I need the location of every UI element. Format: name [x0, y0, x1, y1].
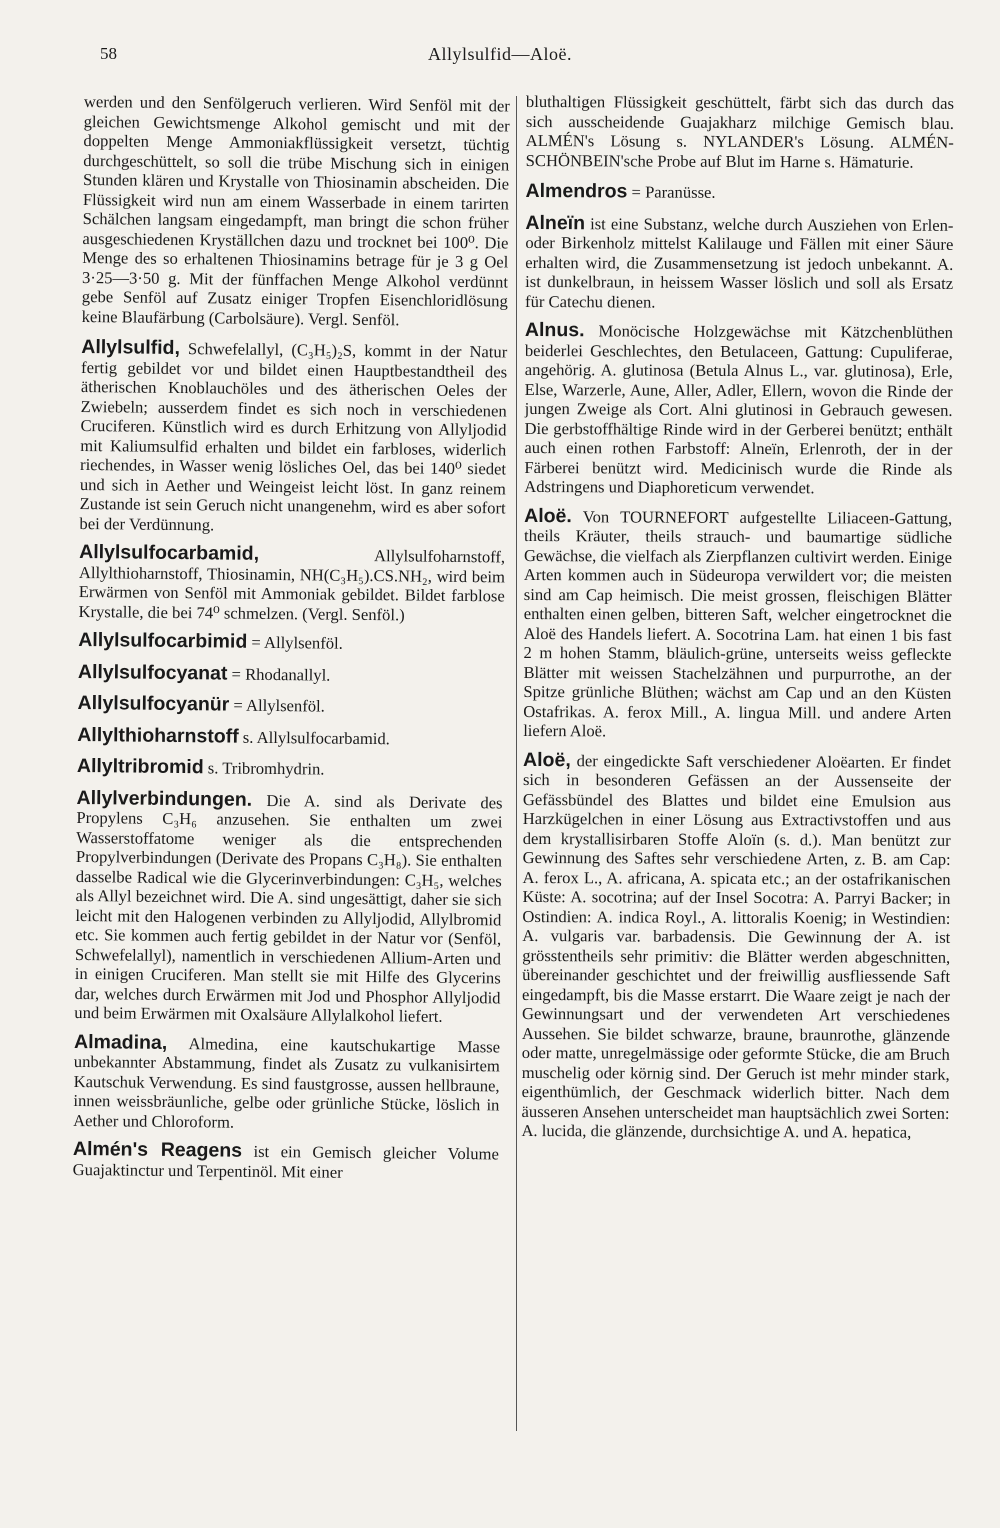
column-divider — [516, 96, 517, 1431]
entry-text: = Rhodanallyl. — [231, 664, 331, 685]
right-column — [520, 92, 954, 1494]
entry-almendros — [525, 179, 954, 203]
entry-text: der eingedickte Saft verschiedener Aloëarten. Er findet sich in besonderen Gefässen an der Aussenseite der Gefässbündel des Blattes und bildet eine Emulsion aus Harzkügelchen in einer Lösung aus Extractivstoffen und aus dem krystallisirbaren Stoffe Aloïn (s. d.). Man benützt zur Gewinnung des Saftes sehr verschiedene Arten, z. B. am Cap: A. ferox L., A. africana, A. spicata etc.; an der ostafrikanischen Küste: A. socotrina; auf der Insel Socotra: A. Parryi Backer; in Ostindien: A. indica Royl., A. littoralis Koenig; in Westindien: A. vulgaris var. barbadensis. Die Gewinnung der A. ist grösstentheils sehr primitiv: die Blätter werden abgeschnitten, übereinander geschichtet und der freiwillig ausfliessende Saft eingedampft, bis die Masse erstarrt. Die Waare zeigt je nach der Gewinnungsart und der verwendeten Art verschiedenes Aussehen. Sie bildet schwarze, braune, braunrothe, glänzende oder matte, unregelmässige oder geformte Stücke, die am Bruch muschelig oder körnig sind. Der Geruch ist mehr minder stark, eigenthümlich, der Geschmack widerlich bitter. Nach dem äusseren Ansehen unterscheidet man hauptsächlich zwei Sorten: A. lucida, die glänzende, durchsichtige A. und A. hepatica, — [521, 750, 952, 1142]
entry-headword: Allylsulfocarbimid — [78, 628, 248, 653]
entry-text: s. Allylsulfocarbamid. — [242, 727, 390, 748]
entry-allyltribromid — [76, 754, 503, 781]
entry-aloe-genus — [523, 506, 952, 742]
entry-allylsulfocyanat — [78, 662, 504, 686]
entry-headword: Allylsulfocyanür — [77, 691, 230, 716]
entry-text: = Paranüsse. — [631, 182, 716, 202]
entry-allylthioharnstoff — [77, 725, 503, 749]
entry-text: Monöcische Holzgewächse mit Kätzchenblüthen beiderlei Geschlechtes, den Betulaceen, Gattung: Cupuliferae, angehörig. A. glutinosa (Betula Alnus L., var. glutinosa), Erle, Else, Warzerle, Aune, Aller, Adler, Ellern, wovon die Rinde der jungen Zweige als Cort. Alni glutinosi in Gebrauch gewesen. Die gerbstoffhältige Rinde wird in der Gerberei benützt; enthält auch einen rothen Farbstoff: Alneïn, Erlenroth, der in der Färberei benützt wird. Medicinisch wurde die Rinde als Adstringens und Diaphoreticum verwendet. — [524, 321, 953, 498]
entry-aloe-drug — [521, 750, 951, 1142]
entry-almens-reagens — [72, 1137, 500, 1183]
entry-headword: Aloë, — [523, 748, 571, 771]
entry-allylverbindungen — [74, 788, 502, 1026]
entry-headword: Almendros — [525, 179, 628, 203]
entry-headword: Allyltribromid — [76, 754, 204, 779]
entry-headword: Alneïn — [525, 211, 586, 234]
entry-text: = Allylsenföl. — [233, 695, 325, 716]
entry-text: ist eine Substanz, welche durch Ausziehen von Erlen- oder Birkenholz mittelst Kalilauge und Fällen mit einer Säure erhalten wird, die Zusammensetzung ist jedoch unbekannt. A. ist dunkelbraun, in heissem Wasser löslich und soll als Ersatz für Catechu dienen. — [525, 213, 954, 312]
entry-text: Almedina, eine kautschukartige Masse unbekannter Abstammung, findet als Zusatz zu vulkanisirtem Kautschuk Verwendung. Es sind faustgrosse, aussen hellbraune, innen weissbräunliche, gelbe oder grünliche Stücke, löslich in Aether und Chloroform. — [73, 1033, 501, 1132]
entry-headword: Almadina, — [73, 1030, 168, 1054]
entry-text: Die A. sind als Derivate des Propylens C₃H₆ anzusehen. Sie enthalten um zwei Wasserstoffatome weniger als die entsprechenden Propylverbindungen (Derivate des Propans C₃H₈). Sie enthalten dasselbe Radical wie die Glycerinverbindungen: C₃H₅, welches als Allyl bezeichnet wird. Die A. sind ungesättigt, daher sie sich leicht mit den Halogenen verbinden zu Allyljodid, Allylbromid etc. Sie kommen auch fertig gebildet in der Natur vor (Senföl, Schwefelallyl), namentlich in verschiedenen Allium-Arten und in einigen Cruciferen. Man stellt sie mit Hilfe des Glycerins dar, welches durch Erwärmen mit Jod und Phosphor Allyljodid und beim Erwärmen mit Oxalsäure Allylalkohol liefert. — [74, 790, 503, 1026]
entry-text: ist ein Gemisch gleicher Volume Guajaktinctur und Terpentinöl. Mit einer — [72, 1141, 500, 1182]
entry-alnein — [525, 213, 953, 312]
entry-headword: Almén's Reagens — [72, 1137, 243, 1162]
entry-headword: Allylsulfid, — [81, 335, 181, 360]
entry-headword: Allylthioharnstoff — [77, 723, 239, 748]
entry-allylsulfocarbamid — [78, 540, 506, 625]
page-number: 58 — [100, 44, 117, 63]
running-head: Allylsulfid—Aloë. — [428, 44, 572, 64]
continuation-text: bluthaltigen Flüssigkeit geschüttelt, färbt sich das durch das sich ausscheidende Guajakharz milchige Gemisch blau. ALMÉN's Lösung s. NYLANDER's Lösung. ALMÉN-SCHÖNBEIN'sche Probe auf Blut im Harne s. Hämaturie. — [525, 92, 954, 172]
continuation-text: werden und den Senfölgeruch verlieren. Wird Senföl mit der gleichen Gewichtsmenge Alkohol gemischt und mit der doppelten Menge Ammoniakflüssigkeit versetzt, tüchtig durchgeschüttelt, so soll die trübe Mischung sich in einigen Stunden klären und Krystalle von Thiosinamin abscheiden. Die Flüssigkeit wird nun am einem Wasserbade in einem tarirten Schälchen langsam eingedampft, man bringt die schon früher ausgeschiedenen Kryställchen dazu und trocknet bei 100⁰. Die Menge des so erhaltenen Thiosinamins betrage für je 3 g Oel 3·25—3·50 g. Mit der fünffachen Menge Alkohol verdünnt gebe Senföl auf Zusatz einiger Tropfen Eisenchloridlösung keine Blaufärbung (Carbolsäure). Vergl. Senföl. — [81, 92, 510, 329]
entry-text: Schwefelallyl, (C₃H₅)₂S, kommt in der Natur fertig gebildet vor und bildet einen Hauptbestandtheil des ätherischen Knoblauchöles und des ätherischen Oeles der Zwiebeln; ausserdem findet es sich noch in verschiedenen Cruciferen. Künstlich wird es durch Erhitzung von Allyljodid mit Kaliumsulfid erhalten und bildet ein farbloses, widerlich riechendes, in Wasser wenig lösliches Oel, das bei 140⁰ siedet und sich in Aether und Weingeist leicht löst. In ganz reinem Zustande ist sein Geruch nicht unangenehm, wird es aber sofort bei der Verdünnung. — [79, 339, 508, 534]
entry-text: Allylsulfoharnstoff, Allylthioharnstoff, Thiosinamin, NH(C₃H₅).CS.NH₂, wird beim Erwärmen von Senföl mit Ammoniak gebildet. Bildet farblose Krystalle, die bei 74⁰ schmelzen. (Vergl. Senföl.) — [78, 546, 506, 624]
entry-text: = Allylsenföl. — [251, 632, 343, 653]
entry-text: s. Tribromhydrin. — [207, 758, 325, 779]
entry-allylsulfocyanuer — [77, 691, 503, 718]
entry-allylsulfid — [79, 335, 508, 537]
entry-headword: Allylverbindungen. — [76, 786, 253, 811]
entry-almadina — [73, 1032, 500, 1134]
entry-headword: Allylsulfocarbamid, — [79, 540, 260, 565]
entry-headword: Allylsulfocyanat — [77, 660, 228, 685]
entry-text: Von TOURNEFORT aufgestellte Liliaceen-Gattung, theils Kräuter, theils strauch- und baumartige südliche Gewächse, die vielfach als Zierpflanzen cultivirt werden. Einige Arten kommen auch in Südeuropa verwildert vor; die meisten sind am Cap heimisch. Die meist grossen, fleischigen Blätter enthalten einen gelben, bitteren Saft, welcher eingetrocknet die Aloë des Handels liefert. A. Socotrina Lam. hat einen 1 bis fast 2 m hohen Stamm, bläulich-grüne, unterseits weiss gefleckte Blätter mit weissen Stachelzähnen und purpurrothe, an der Spitze grünliche Blüthen; wächst am Cap und an den Küsten Ostafrikas. A. ferox Mill., A. lingua Mill. und andere Arten liefern Aloë. — [523, 506, 953, 741]
entry-headword: Aloë. — [524, 504, 572, 527]
left-column — [69, 92, 510, 1496]
entry-allylsulfocarbimid — [78, 628, 504, 655]
entry-headword: Alnus. — [524, 318, 585, 342]
entry-alnus — [524, 318, 953, 498]
